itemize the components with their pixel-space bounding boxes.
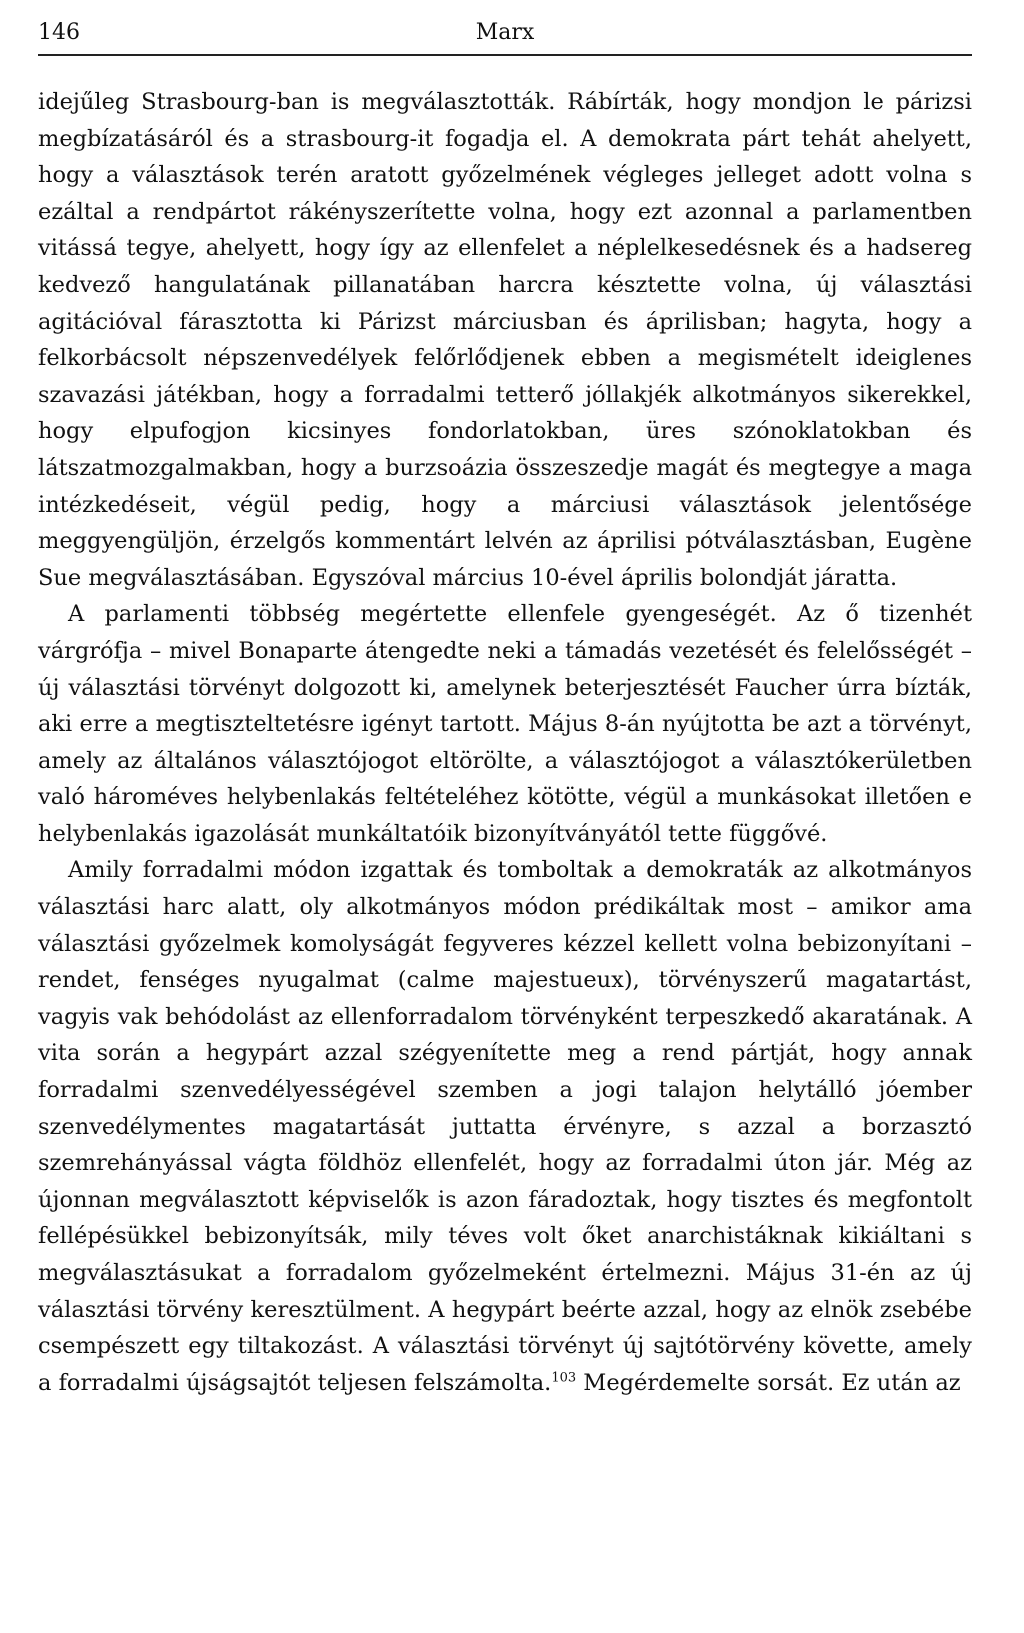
paragraph-3-tail: Megérdemelte sorsát. Ez után az <box>576 1369 961 1396</box>
footnote-marker: 103 <box>551 1370 577 1386</box>
paragraph-3-text: Amily forradalmi módon izgattak és tomboltak a demokraták az alkotmányos választási harc alatt, oly alkotmányos módon prédikáltak most – amikor ama választási győzelmek komolyságát fegyveres kézzel kellett volna bebizonyítani – rendet, fenséges nyugalmat (calme majestueux), törvényszerű magatartást, vagyis vak behódolást az ellenforradalom törvényként terpeszkedő akaratának. A vita során a hegypárt azzal szégyenítette meg a rend pártját, hogy annak forradalmi szenvedélyességével szemben a jogi talajon helytálló jóember szenvedélymentes magatartását juttatta érvényre, s azzal a borzasztó szemrehányással vágta földhöz ellenfelét, hogy az forradalmi úton jár. Még az újonnan megválasztott képviselők is azon fáradoztak, hogy tisztes és megfontolt fellépésükkel bebizonyítsák, mily téves volt őket anarchistáknak kikiáltani s megválasztásukat a forradalom győzelmeként értelmezni. Május 31-én az új választási törvény keresztülment. A hegypárt beérte azzal, hogy az elnök zsebébe csempészett egy tiltakozást. A választási törvényt új sajtótörvény követte, amely a forradalmi újságsajtót teljesen felszámolta. <box>38 857 972 1396</box>
page-header <box>38 14 972 56</box>
page-number: 146 <box>38 20 80 45</box>
body-text <box>38 84 972 1401</box>
paragraph-2: A parlamenti többség megértette ellenfele gyengeségét. Az ő tizenhét várgrófja – mivel Bonaparte átengedte neki a támadás vezetését és felelősségét – új választási törvényt dolgozott ki, amelynek beterjesztését Faucher úrra bízták, aki erre a megtiszteltetésre igényt tartott. Május 8-án nyújtotta be azt a törvényt, amely az általános választójogot eltörölte, a választójogot a választókerületben való hároméves helybenlakás feltételéhez kötötte, végül a munkásokat illetően e helybenlakás igazolását munkáltatóik bizonyítványától tette függővé. <box>38 601 972 847</box>
paragraph-1: idejűleg Strasbourg-ban is megválasztották. Rábírták, hogy mondjon le párizsi megbízatásáról és a strasbourg-it fogadja el. A demokrata párt tehát ahelyett, hogy a választások terén aratott győzelmének végleges jelleget adott volna s ezáltal a rendpártot rákényszerítette volna, hogy ezt azonnal a parlamentben vitássá tegye, ahelyett, hogy így az ellenfelet a néplelkesedésnek és a hadsereg kedvező hangulatának pillanatában harcra késztette volna, új választási agitációval fárasztotta ki Párizst márciusban és áprilisban; hagyta, hogy a felkorbácsolt népszenvedélyek felőrlődjenek ebben a megismételt ideiglenes szavazási játékban, hogy a forradalmi tetterő jóllakjék alkotmányos sikerekkel, hogy elpufogjon kicsinyes fondorlatokban, üres szónoklatokban és látszatmozgalmakban, hogy a burzsoázia összeszedje magát és megtegye a maga intézkedéseit, végül pedig, hogy a márciusi választások jelentősége meggyengüljön, érzelgős kommentárt lelvén az áprilisi pótválasztásban, Eugène Sue megválasztásában. Egyszóval március 10-ével április bolondját járatta. <box>38 89 972 591</box>
running-title: Marx <box>475 20 535 45</box>
paragraph-3 <box>38 852 972 1401</box>
